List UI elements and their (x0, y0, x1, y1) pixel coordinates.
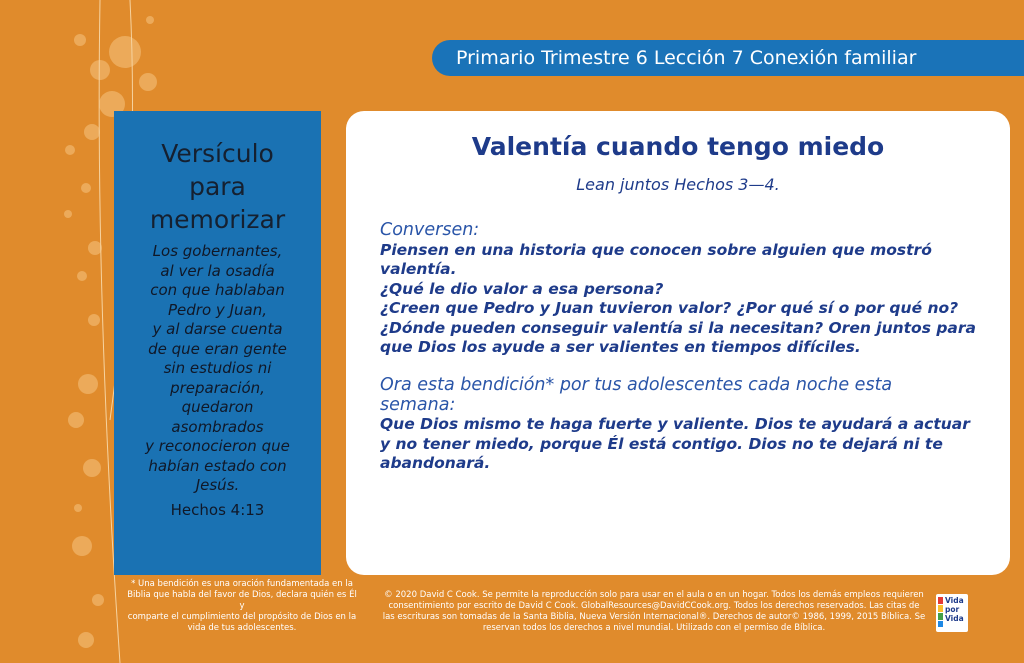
talk-section (380, 221, 990, 358)
blessing-label: Ora esta bendición* por tus adolescentes cada noche esta (380, 375, 893, 395)
talk-line: que Dios los ayude a ser valientes en tiempos difíciles. (380, 338, 861, 356)
blessing-line: Que Dios mismo te haga fuerte y valiente. Dios te ayudará a actuar (380, 415, 970, 433)
talk-label: Conversen: (380, 220, 480, 240)
talk-line: ¿Creen que Pedro y Juan tuvieron valor? ¿Por qué sí o por qué no? (380, 299, 959, 317)
talk-line: ¿Dónde pueden conseguir valentía si la necesitan? Oren juntos para (380, 318, 976, 337)
memory-verse-title: Versículo para memorizar (149, 139, 286, 234)
blessing-line: y no tener miedo, porque Él está contigo. Dios no te dejará ni te (380, 434, 943, 453)
lesson-banner: Primario Trimestre 6 Lección 7 Conexión familiar (432, 40, 1024, 76)
blessing-footnote: * Una bendición es una oración fundamentada en la Biblia que habla del favor de Dios, declara quién es Él y comparte el cumplimiento del propósito de Dios en la vida de tus adolescentes. (127, 579, 357, 633)
talk-line: ¿Qué le dio valor a esa persona? (380, 279, 664, 298)
blessing-section (380, 376, 990, 474)
talk-line: Piensen en una historia que conocen sobre alguien que mostró valentía. (380, 240, 932, 278)
blessing-label: semana: (380, 394, 456, 415)
memory-verse-text: Los gobernantes, al ver la osadía con que hablaban Pedro y Juan, y al darse cuenta de que eran gente sin estudios ni preparación, quedaron asombrados y reconocieron que habían estado con Jesús. (145, 242, 290, 494)
copyright-notice: © 2020 David C Cook. Se permite la reproducción solo para usar en el aula o en un hogar. Todos los demás empleos requieren consentimiento por escrito de David C Cook. GlobalResources@DavidCCook.org. Todos los derechos reservados. Las citas de las escrituras son tomadas de la Santa Biblia, Nueva Versión Internacional®. Derechos de autor© 1986, 1999, 2015 Bíblica. Se reservan todos los derechos a nivel mundial. Utilizado con el permiso de Bíblica. (382, 590, 926, 633)
memory-verse-reference: Hechos 4:13 (170, 501, 265, 519)
card-title: Valentía cuando tengo miedo (471, 132, 885, 161)
vida-por-vida-logo: Vida por Vida (936, 594, 968, 632)
blessing-line: abandonará. (380, 454, 491, 472)
card-subtitle: Lean juntos Hechos 3—4. (576, 175, 780, 194)
logo-stripes-icon (938, 597, 943, 627)
